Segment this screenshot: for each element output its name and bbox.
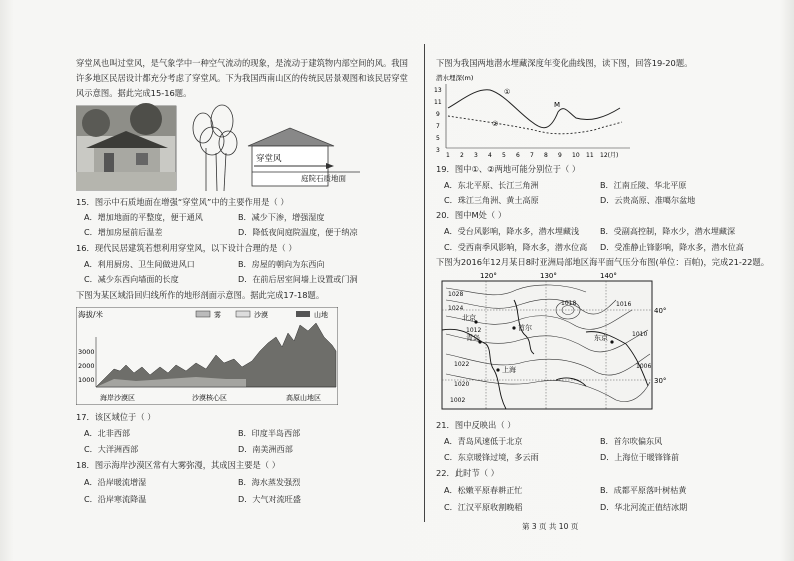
city-seoul: 首尔 bbox=[518, 324, 532, 332]
gw-xtick-1: 1 bbox=[446, 152, 450, 159]
q22-stem: 22．此时节（ ） bbox=[436, 468, 499, 478]
q17-stem: 17．该区域位于（ ） bbox=[76, 412, 156, 422]
q19-option-c[interactable]: C．珠江三角洲、黄土高原 bbox=[444, 195, 539, 205]
q17-option-a[interactable]: A．北非西部 bbox=[84, 428, 131, 438]
residence-photo bbox=[76, 103, 176, 190]
intro-19-20: 下图为我国两地潜水埋藏深度年变化曲线图，读下图，回答19-20题。 bbox=[436, 58, 693, 68]
isobar-1022: 1022 bbox=[454, 361, 470, 368]
isobar-1012: 1012 bbox=[466, 327, 482, 334]
q17-option-c[interactable]: C．大洋洲西部 bbox=[84, 444, 139, 454]
gw-xtick-11: 11 bbox=[586, 152, 594, 159]
q15-option-a[interactable]: A．增加地面的平整度，便于通风 bbox=[84, 212, 203, 222]
q18-option-a[interactable]: A．沿岸暖流增湿 bbox=[84, 477, 147, 487]
q19-option-d[interactable]: D．云贵高原、准噶尔盆地 bbox=[600, 195, 696, 205]
wind-label: 穿堂风 bbox=[256, 154, 282, 164]
marker-m: M bbox=[554, 101, 561, 109]
region-desert-core: 沙漠核心区 bbox=[192, 394, 227, 402]
q20-option-c[interactable]: C．受西南季风影响，降水多，潜水位高 bbox=[444, 242, 588, 252]
lat-40: 40° bbox=[654, 307, 666, 315]
q20-option-a[interactable]: A．受台风影响，降水多，潜水埋藏浅 bbox=[444, 226, 580, 236]
gw-xtick-12: 12(月) bbox=[600, 152, 619, 159]
isobar-1006: 1006 bbox=[636, 363, 652, 370]
q21-option-c[interactable]: C．东京暖锋过境，多云雨 bbox=[444, 452, 539, 462]
q18-option-b[interactable]: B．海水蒸发强烈 bbox=[238, 477, 301, 487]
intro-line-2: 许多地区民居设计都充分考虑了穿堂风。下为我国西南山区的传统民居景观图和该民居穿堂 bbox=[76, 73, 408, 83]
q21-option-a[interactable]: A．青岛风速低于北京 bbox=[444, 436, 523, 446]
series-1-curve bbox=[448, 90, 620, 128]
gw-xtick-9: 9 bbox=[558, 152, 562, 159]
gw-ytick-7: 7 bbox=[436, 123, 440, 130]
page-footer: 第 3 页 共 10 页 bbox=[522, 522, 579, 531]
figure-pressure-map bbox=[436, 270, 666, 412]
intro-line-3: 风示意图。据此完成15-16题。 bbox=[76, 88, 192, 98]
terrain-tick-1000: 1000 bbox=[78, 376, 95, 384]
q15-option-c[interactable]: C．增加房屋前后温差 bbox=[84, 227, 163, 237]
figure-terrain-profile bbox=[76, 307, 338, 405]
gw-xtick-7: 7 bbox=[530, 152, 534, 159]
tree-sketch bbox=[193, 105, 237, 191]
city-shanghai: 上海 bbox=[502, 366, 516, 374]
intro-21-22: 下图为2016年12月某日8时亚洲局部地区海平面气压分布图(单位：百帕)，完成21-22题。 bbox=[436, 257, 770, 267]
q15-option-b[interactable]: B．减少下渗，增强湿度 bbox=[238, 212, 325, 222]
isobar-1020: 1020 bbox=[454, 381, 470, 388]
q22-option-c[interactable]: C．江汉平原收割晚稻 bbox=[444, 502, 523, 512]
q19-stem: 19．图中①、②两地可能分别位于（ ） bbox=[436, 164, 581, 174]
gw-xtick-5: 5 bbox=[502, 152, 506, 159]
city-beijing: 北京 bbox=[462, 314, 476, 322]
column-divider bbox=[424, 44, 425, 522]
gw-ylabel: 潜水埋深(m) bbox=[436, 74, 474, 82]
q17-option-b[interactable]: B．印度半岛西部 bbox=[238, 428, 301, 438]
lat-30: 30° bbox=[654, 377, 666, 385]
isobar-1016: 1016 bbox=[616, 301, 632, 308]
isobar-1024: 1024 bbox=[448, 305, 464, 312]
q16-stem: 16．现代民居建筑若想利用穿堂风，以下设计合理的是（ ） bbox=[76, 243, 297, 253]
q18-stem: 18．图示海岸沙漠区常有大雾弥漫，其成因主要是（ ） bbox=[76, 460, 281, 470]
terrain-tick-2000: 2000 bbox=[78, 362, 95, 370]
ground-label: 庭院石质地面 bbox=[301, 174, 346, 183]
wind-diagram bbox=[248, 128, 360, 186]
gw-xtick-10: 10 bbox=[572, 152, 580, 159]
q18-option-d[interactable]: D．大气对流旺盛 bbox=[238, 494, 301, 504]
legend-fog: 雾 bbox=[214, 311, 221, 319]
gw-xtick-2: 2 bbox=[460, 152, 464, 159]
isobar-1018: 1018 bbox=[561, 300, 577, 307]
series-2-label: ② bbox=[492, 120, 499, 128]
q15-stem: 15．图示中石质地面在增强“穿堂风”中的主要作用是（ ） bbox=[76, 197, 289, 207]
gw-xtick-4: 4 bbox=[488, 152, 492, 159]
terrain-ylabel: 海拔/米 bbox=[78, 310, 104, 319]
q22-option-b[interactable]: B．成都平原落叶树枯黄 bbox=[600, 485, 687, 495]
figure-groundwater bbox=[434, 72, 634, 160]
intro-line-1: 穿堂风也叫过堂风，是气象学中一种空气流动的现象，是流动于建筑物内部空间的风。我国 bbox=[76, 58, 408, 68]
q22-option-d[interactable]: D．华北河流正值结冰期 bbox=[600, 502, 688, 512]
q21-stem: 21．图中反映出（ ） bbox=[436, 420, 516, 430]
lon-130: 130° bbox=[540, 272, 557, 280]
q16-option-b[interactable]: B．房屋的朝向为东西向 bbox=[238, 259, 325, 269]
gw-ytick-13: 13 bbox=[434, 87, 442, 94]
q15-option-d[interactable]: D．降低夜间庭院温度，便于纳凉 bbox=[238, 227, 358, 237]
gw-ytick-3: 3 bbox=[436, 147, 440, 154]
q19-option-b[interactable]: B．江南丘陵、华北平原 bbox=[600, 180, 687, 190]
q22-option-a[interactable]: A．松嫩平原春耕正忙 bbox=[444, 485, 523, 495]
region-coastal-desert: 海岸沙漠区 bbox=[100, 394, 135, 402]
isobar-1010: 1010 bbox=[632, 331, 648, 338]
lon-120: 120° bbox=[480, 272, 497, 280]
series-1-label: ① bbox=[504, 88, 511, 96]
gw-xtick-3: 3 bbox=[474, 152, 478, 159]
legend-desert: 沙漠 bbox=[254, 311, 268, 319]
region-highland: 高原山地区 bbox=[286, 394, 321, 402]
isobar-1028: 1028 bbox=[448, 291, 464, 298]
q16-option-c[interactable]: C．减少东西向墙面的长度 bbox=[84, 274, 179, 284]
city-qingdao: 青岛 bbox=[466, 334, 480, 342]
q19-option-a[interactable]: A．东北平原、长江三角洲 bbox=[444, 180, 539, 190]
intro-17-18: 下图为某区域沿回归线所作的地形剖面示意图。据此完成17-18题。 bbox=[76, 290, 325, 300]
q21-option-d[interactable]: D．上海位于暖锋锋前 bbox=[600, 452, 680, 462]
q20-option-d[interactable]: D．受准静止锋影响，降水多，潜水位高 bbox=[600, 242, 744, 252]
lon-140: 140° bbox=[600, 272, 617, 280]
gw-ytick-5: 5 bbox=[436, 135, 440, 142]
gw-xtick-6: 6 bbox=[516, 152, 520, 159]
gw-xtick-8: 8 bbox=[544, 152, 548, 159]
figure-residence bbox=[76, 103, 376, 195]
q16-option-d[interactable]: D．在前后居室间墙上设置或门洞 bbox=[238, 274, 358, 284]
q18-option-c[interactable]: C．沿岸寒流降温 bbox=[84, 494, 147, 504]
legend-mountain: 山地 bbox=[314, 311, 328, 319]
gw-ytick-9: 9 bbox=[436, 111, 440, 118]
q21-option-b[interactable]: B．首尔吹偏东风 bbox=[600, 436, 663, 446]
q16-option-a[interactable]: A．利用厨房、卫生间做进风口 bbox=[84, 259, 195, 269]
q20-option-b[interactable]: B．受副高控制，降水少，潜水埋藏深 bbox=[600, 226, 736, 236]
q17-option-d[interactable]: D．南美洲西部 bbox=[238, 444, 293, 454]
isobar-1002: 1002 bbox=[450, 397, 466, 404]
terrain-tick-3000: 3000 bbox=[78, 348, 95, 356]
q20-stem: 20．图中M处（ ） bbox=[436, 210, 507, 220]
city-tokyo: 东京 bbox=[594, 334, 608, 342]
gw-ytick-11: 11 bbox=[434, 99, 442, 106]
